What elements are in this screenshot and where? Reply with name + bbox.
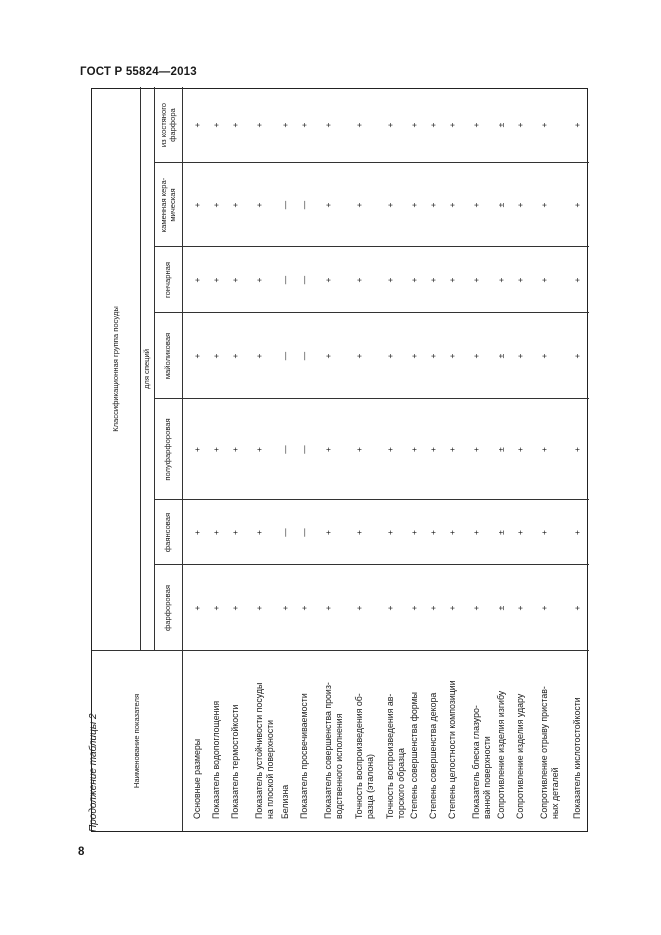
table-cell: +: [572, 447, 582, 452]
table-cell: —: [280, 528, 290, 537]
table-cell: ±: [496, 353, 506, 359]
table-cell: —: [280, 445, 290, 454]
table-cell: +: [192, 202, 202, 208]
table-cell: +: [385, 202, 395, 208]
table-cell: ±: [496, 202, 506, 208]
table-cell: +: [211, 353, 221, 359]
group-header: Классификационная группа посуды: [111, 306, 121, 432]
table-cell: +: [280, 122, 290, 128]
table-cell: +: [428, 353, 438, 359]
table-cell: ±: [496, 447, 506, 452]
table-cell: +: [428, 530, 438, 535]
table-cell: +: [539, 122, 549, 128]
table-cell: +: [354, 122, 364, 128]
table-cell: ±: [496, 122, 506, 128]
table-cell: +: [323, 277, 333, 283]
table-cell: +: [211, 605, 221, 611]
table-cell: +: [572, 530, 582, 535]
table-cell: +: [471, 202, 481, 208]
table-cell: +: [447, 277, 457, 283]
column-header: из костяного фарфора: [158, 102, 177, 148]
subgroup-header: для специй: [142, 348, 152, 390]
table-cell: +: [409, 202, 419, 208]
table-cell: +: [385, 605, 395, 611]
table-cell: —: [299, 351, 309, 361]
table-cell: +: [230, 353, 240, 359]
table-cell: +: [211, 277, 221, 283]
table-caption: Продолжение таблицы 2: [88, 713, 99, 832]
table-cell: +: [192, 447, 202, 452]
table-cell: +: [254, 277, 264, 283]
row-label: Показатель термостойкости: [230, 704, 240, 819]
row-label: Показатель кислотостойкости: [572, 697, 582, 819]
table-cell: +: [230, 122, 240, 128]
row-label: Белизна: [280, 784, 290, 819]
table-cell: +: [428, 447, 438, 452]
table-cell: +: [385, 122, 395, 128]
table-cell: +: [447, 202, 457, 208]
table-cell: +: [471, 277, 481, 283]
table-cell: +: [572, 605, 582, 611]
table-cell: +: [572, 353, 582, 359]
table-cell: +: [299, 122, 309, 128]
table-cell: +: [254, 605, 264, 611]
table-cell: +: [572, 202, 582, 208]
table-cell: +: [192, 277, 202, 283]
table-cell: +: [323, 353, 333, 359]
table-cell: +: [280, 605, 290, 611]
table-cell: +: [323, 530, 333, 535]
standard-header: ГОСТ Р 55824—2013: [80, 66, 197, 78]
table-cell: +: [447, 530, 457, 535]
table-cell: +: [428, 122, 438, 128]
table-cell: +: [211, 530, 221, 535]
table-cell: +: [323, 202, 333, 208]
table-cell: +: [254, 202, 264, 208]
table-line: [154, 162, 589, 163]
row-label: Степень целостности композиции: [447, 680, 457, 819]
table-line: [154, 312, 589, 313]
table-line: [154, 564, 589, 565]
table-cell: +: [323, 605, 333, 611]
table-cell: +: [409, 353, 419, 359]
table-cell: +: [354, 447, 364, 452]
table-cell: +: [539, 530, 549, 535]
table-cell: +: [471, 447, 481, 452]
table-cell: +: [385, 353, 395, 359]
row-label: Показатель устойчивости посуды на плоской поверхности: [254, 682, 275, 819]
table-cell: +: [385, 530, 395, 535]
table-cell: +: [211, 202, 221, 208]
table-cell: +: [230, 202, 240, 208]
table-cell: +: [254, 447, 264, 452]
table-cell: —: [280, 351, 290, 361]
table-cell: +: [409, 277, 419, 283]
table-cell: +: [515, 277, 525, 283]
table-cell: +: [447, 447, 457, 452]
table-cell: +: [323, 447, 333, 452]
table-cell: +: [447, 122, 457, 128]
table-line: [182, 87, 183, 831]
table-cell: +: [409, 605, 419, 611]
table-cell: +: [211, 122, 221, 128]
column-header: гончарная: [163, 262, 173, 298]
table-cell: +: [192, 605, 202, 611]
row-label: Сопротивление отрыву пристав- ных деталей: [539, 686, 560, 819]
table-cell: +: [515, 202, 525, 208]
table-cell: +: [428, 277, 438, 283]
table-cell: +: [539, 202, 549, 208]
table-cell: +: [323, 122, 333, 128]
table-cell: +: [192, 353, 202, 359]
table-cell: +: [354, 530, 364, 535]
row-label: Степень совершенства декора: [428, 692, 438, 819]
table-cell: +: [230, 277, 240, 283]
row-label: Показатель совершенства произ- водственного исполнения: [323, 682, 344, 819]
table-line: [154, 246, 589, 247]
table-cell: +: [192, 530, 202, 535]
column-header: майоликовая: [163, 332, 173, 380]
table-cell: +: [409, 122, 419, 128]
column-header: фаянсовая: [163, 512, 173, 553]
table-cell: +: [515, 447, 525, 452]
row-label: Показатель блеска глазуро- ванной поверхности: [471, 705, 492, 819]
table-cell: —: [299, 200, 309, 210]
table-cell: +: [354, 353, 364, 359]
column-header: полуфарфоровая: [163, 418, 173, 481]
table-cell: +: [471, 605, 481, 611]
table-cell: +: [539, 277, 549, 283]
table-cell: +: [192, 122, 202, 128]
row-label: Показатель просвечиваемости: [299, 693, 309, 819]
row-label: Точность воспроизведения об- разца (эталона): [354, 693, 375, 819]
table-cell: +: [230, 605, 240, 611]
table-cell: —: [280, 275, 290, 285]
table-cell: +: [515, 530, 525, 535]
row-header: Наименование показателя: [132, 693, 142, 789]
table-cell: —: [299, 528, 309, 537]
table-cell: ±: [496, 605, 506, 611]
table-cell: +: [254, 530, 264, 535]
table-cell: +: [409, 530, 419, 535]
row-label: Степень совершенства формы: [409, 691, 419, 819]
table-cell: +: [496, 277, 506, 283]
table-line: [154, 398, 589, 399]
table-cell: +: [428, 202, 438, 208]
table-cell: +: [447, 605, 457, 611]
table-cell: —: [299, 275, 309, 285]
table-cell: +: [539, 353, 549, 359]
table-cell: +: [354, 277, 364, 283]
table-cell: +: [572, 122, 582, 128]
data-table: [91, 88, 588, 832]
column-header: каменная кера- мическая: [158, 177, 177, 233]
table-cell: +: [385, 277, 395, 283]
table-line: [154, 499, 589, 500]
table-cell: +: [385, 447, 395, 452]
column-header: фарфоровая: [163, 585, 173, 631]
table-cell: —: [280, 200, 290, 210]
table-cell: +: [409, 447, 419, 452]
table-cell: +: [211, 447, 221, 452]
table-cell: +: [515, 353, 525, 359]
table-cell: +: [539, 605, 549, 611]
table-cell: +: [447, 353, 457, 359]
table-cell: +: [428, 605, 438, 611]
table-cell: +: [539, 447, 549, 452]
row-label: Сопротивление изделия изгибу: [496, 690, 506, 819]
table-cell: +: [230, 530, 240, 535]
table-cell: +: [254, 353, 264, 359]
table-cell: +: [354, 605, 364, 611]
row-label: Сопротивление изделия удару: [515, 693, 525, 819]
row-label: Основные размеры: [192, 738, 202, 819]
table-cell: —: [299, 445, 309, 454]
table-cell: +: [299, 605, 309, 611]
table-cell: ±: [496, 530, 506, 535]
table-cell: +: [515, 605, 525, 611]
table-cell: +: [471, 530, 481, 535]
table-cell: +: [515, 122, 525, 128]
row-label: Точность воспроизведения ав- торского образца: [385, 693, 406, 819]
table-cell: +: [471, 353, 481, 359]
table-cell: +: [254, 122, 264, 128]
row-label: Показатель водопоглощения: [211, 700, 221, 819]
table-cell: +: [572, 277, 582, 283]
table-cell: +: [354, 202, 364, 208]
table-cell: +: [471, 122, 481, 128]
page-number: 8: [78, 846, 85, 858]
table-cell: +: [230, 447, 240, 452]
